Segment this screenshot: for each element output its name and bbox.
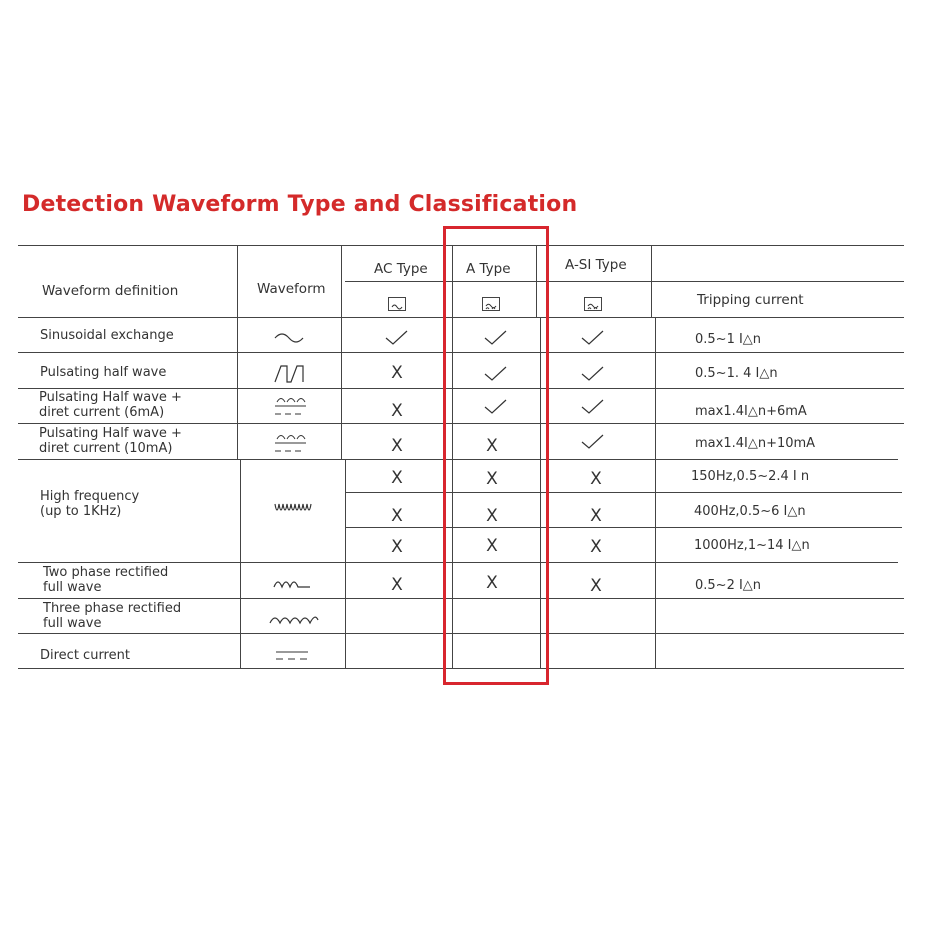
row-pulsating-trip: 0.5~1. 4 I△n xyxy=(695,366,778,381)
cross-mark: X xyxy=(590,506,602,526)
row-pulsating-10ma-trip: max1.4I△n+10mA xyxy=(695,436,816,451)
col-divider-5 xyxy=(651,245,652,317)
cross-mark: X xyxy=(590,576,602,596)
col-divider-1b xyxy=(240,459,241,668)
row-sinusoidal-def: Sinusoidal exchange xyxy=(40,328,174,343)
row-pulsating-6ma-def1: Pulsating Half wave + xyxy=(39,390,182,405)
row-two-phase-def2: full wave xyxy=(43,580,102,595)
page-title: Detection Waveform Type and Classification xyxy=(22,192,578,217)
cross-mark: X xyxy=(486,536,498,556)
high-frequency-icon xyxy=(272,498,314,518)
rule-hf-2 xyxy=(345,527,902,528)
cross-mark: X xyxy=(391,363,403,383)
col-divider-1 xyxy=(237,245,238,459)
check-icon xyxy=(578,432,608,452)
row-hf-400-trip: 400Hz,0.5~6 I△n xyxy=(694,504,806,519)
row-hf-1000-trip: 1000Hz,1~14 I△n xyxy=(694,538,810,553)
cross-mark: X xyxy=(391,468,403,488)
header-asi-type: A-SI Type xyxy=(565,257,627,273)
header-waveform: Waveform xyxy=(257,281,326,297)
cross-mark: X xyxy=(590,469,602,489)
row-pulsating-10ma-def1: Pulsating Half wave + xyxy=(39,426,182,441)
check-icon xyxy=(578,364,608,384)
row-high-frequency-def1: High frequency xyxy=(40,489,140,504)
cross-mark: X xyxy=(391,506,403,526)
half-wave-dc-icon xyxy=(273,394,307,418)
row-three-phase-def1: Three phase rectified xyxy=(43,601,182,616)
dc-icon xyxy=(274,648,310,662)
cross-mark: X xyxy=(590,537,602,557)
row-two-phase-trip: 0.5~2 I△n xyxy=(695,578,762,593)
row-pulsating-def: Pulsating half wave xyxy=(40,365,167,380)
asi-type-icon xyxy=(584,297,602,311)
cross-mark: X xyxy=(391,401,403,421)
header-tripping-current: Tripping current xyxy=(697,292,804,308)
cross-mark: X xyxy=(486,469,498,489)
row-three-phase-def2: full wave xyxy=(43,616,102,631)
cross-mark: X xyxy=(391,575,403,595)
col-divider-2 xyxy=(341,245,342,459)
three-phase-icon xyxy=(268,612,320,626)
col-divider-5b xyxy=(655,317,656,668)
header-waveform-definition: Waveform definition xyxy=(42,283,179,299)
rule-hf-1 xyxy=(345,492,902,493)
sine-icon xyxy=(273,330,305,346)
a-type-highlight xyxy=(443,226,549,685)
two-phase-icon xyxy=(272,576,314,590)
header-ac-type: AC Type xyxy=(374,261,428,277)
row-sinusoidal-trip: 0.5~1 I△n xyxy=(695,332,762,347)
row-pulsating-6ma-def2: diret current (6mA) xyxy=(39,405,165,420)
cross-mark: X xyxy=(486,573,498,593)
check-icon xyxy=(578,397,608,417)
row-pulsating-10ma-def2: diret current (10mA) xyxy=(39,441,173,456)
check-icon xyxy=(382,328,412,348)
row-two-phase-def1: Two phase rectified xyxy=(43,565,169,580)
row-high-frequency-def2: (up to 1KHz) xyxy=(40,504,122,519)
row-pulsating-6ma-trip: max1.4I△n+6mA xyxy=(695,404,807,419)
cross-mark: X xyxy=(486,436,498,456)
col-divider-2b xyxy=(345,459,346,668)
row-direct-current-def: Direct current xyxy=(40,648,130,663)
cross-mark: X xyxy=(391,537,403,557)
half-wave-icon xyxy=(273,362,307,384)
cross-mark: X xyxy=(391,436,403,456)
cross-mark: X xyxy=(486,506,498,526)
half-wave-dc-icon xyxy=(273,431,307,455)
header-a-type: A Type xyxy=(466,261,511,277)
check-icon xyxy=(578,328,608,348)
ac-type-icon xyxy=(388,297,406,311)
rule-header-mid xyxy=(345,281,904,282)
row-hf-150-trip: 150Hz,0.5~2.4 I n xyxy=(691,469,810,484)
